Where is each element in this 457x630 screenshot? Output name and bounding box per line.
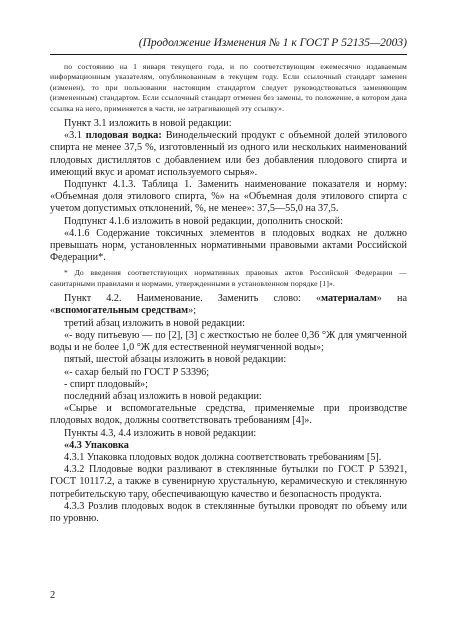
paragraph-water: «- воду питьевую — по [2], [3] с жесткостью не более 0,36 °Ж для умягченной воды и не более 1,0 °Ж для естественной неумягченной воды»; <box>50 329 407 354</box>
p7-mid: » на « <box>50 293 407 317</box>
page-number: 2 <box>50 590 56 601</box>
header-rule <box>50 54 407 55</box>
ref-standards-paragraph: по состоянию на 1 января текущего года, и по соответствующим ежемесячно издаваемым информационным указателям, опубликованным в текущем году. Если ссылочный стандарт заменен (изменен), то при пользовании настоящим стандартом следует руководствоваться заменяющим (измененным) стандартом. Если ссылочный стандарт отменен без замены, то положение, в котором дана ссылка на него, применяется в части, не затрагивающей эту ссылку». <box>50 62 407 113</box>
paragraph-fifth-sixth: пятый, шестой абзацы изложить в новой редакции: <box>64 354 287 366</box>
document-body <box>50 62 407 525</box>
p7-lead: Пункт 4.2. Наименование. Заменить слово: « <box>64 293 322 305</box>
paragraph-4-3-4-4: Пункты 4.3, 4.4 изложить в новой редакции: <box>64 427 257 439</box>
p7-bold-old: материалам <box>321 293 377 305</box>
section-4-3-title: «4.3 Упаковка <box>64 439 129 451</box>
p7-end: »; <box>188 305 197 317</box>
definition-text: Винодельческий продукт с объемной долей этилового спирта не менее 37,5 %, изготовленный из одного или нескольких наименований плодовых дистиллятов с добавлением или без добавления плодового спирта и имеющий вкус и аромат используемого сырья». <box>50 130 408 178</box>
section-4-3-heading <box>50 440 407 452</box>
paragraph-raw-materials: «Сырье и вспомогательные средства, применяемые при производстве плодовых водок, должны соответствовать требованиям [4]». <box>50 403 407 427</box>
paragraph-4-3-2: 4.3.2 Плодовые водки разливают в стеклянные бутылки по ГОСТ Р 53921, ГОСТ 10117.2, а также в сувенирную хрустальную, керамическую и стеклянную потребительскую тару, обеспечивающую качество и безопасность продукта. <box>50 464 407 500</box>
paragraph-3-1-instruction: Пункт 3.1 изложить в новой редакции: <box>64 118 232 130</box>
paragraph-sugar: «- сахар белый по ГОСТ Р 53396; <box>64 366 210 378</box>
running-header: (Продолжение Изменения № 1 к ГОСТ Р 52135—2003) <box>138 37 407 49</box>
footnote: * До введения соответствующих нормативных правовых актов Российской Федерации — санитарными правилами и нормами, утвержденными в установленном порядке [1]». <box>50 268 407 288</box>
p7-bold-new: вспомогательным средствам <box>55 305 189 317</box>
definition-lead: «3.1 <box>64 130 86 142</box>
paragraph-third-abzats: третий абзац изложить в новой редакции: <box>64 317 245 329</box>
paragraph-4-3-3: 4.3.3 Розлив плодовых водок в стеклянные бутылки проводят по объему или по уровню. <box>50 500 407 524</box>
paragraph-4-3-1: 4.3.1 Упаковка плодовых водок должна соответствовать требованиям [5]. <box>64 451 382 463</box>
definition-term: плодовая водка: <box>85 130 162 142</box>
paragraph-4-1-6-text: «4.1.6 Содержание токсичных элементов в плодовых водках не должно превышать норм, установленных нормативными правовыми актами Российской Федерации*. <box>50 227 407 264</box>
paragraph-4-1-6-instruction: Подпункт 4.1.6 изложить в новой редакции, дополнить сноской: <box>64 215 343 227</box>
paragraph-definition <box>50 130 407 179</box>
paragraph-4-2-heading <box>50 293 407 317</box>
paragraph-4-1-3: Подпункт 4.1.3. Таблица 1. Заменить наименование показателя и норму: «Объемная доля этилового спирта, %» на «Объемная доля этилового спирта с учетом допустимых отклонений, %, не менее»: 37,5—55,0 на 37,5. <box>50 179 407 215</box>
paragraph-last-abzats: последний абзац изложить в новой редакции: <box>64 390 262 402</box>
paragraph-spirit: - спирт плодовый»; <box>64 378 148 390</box>
